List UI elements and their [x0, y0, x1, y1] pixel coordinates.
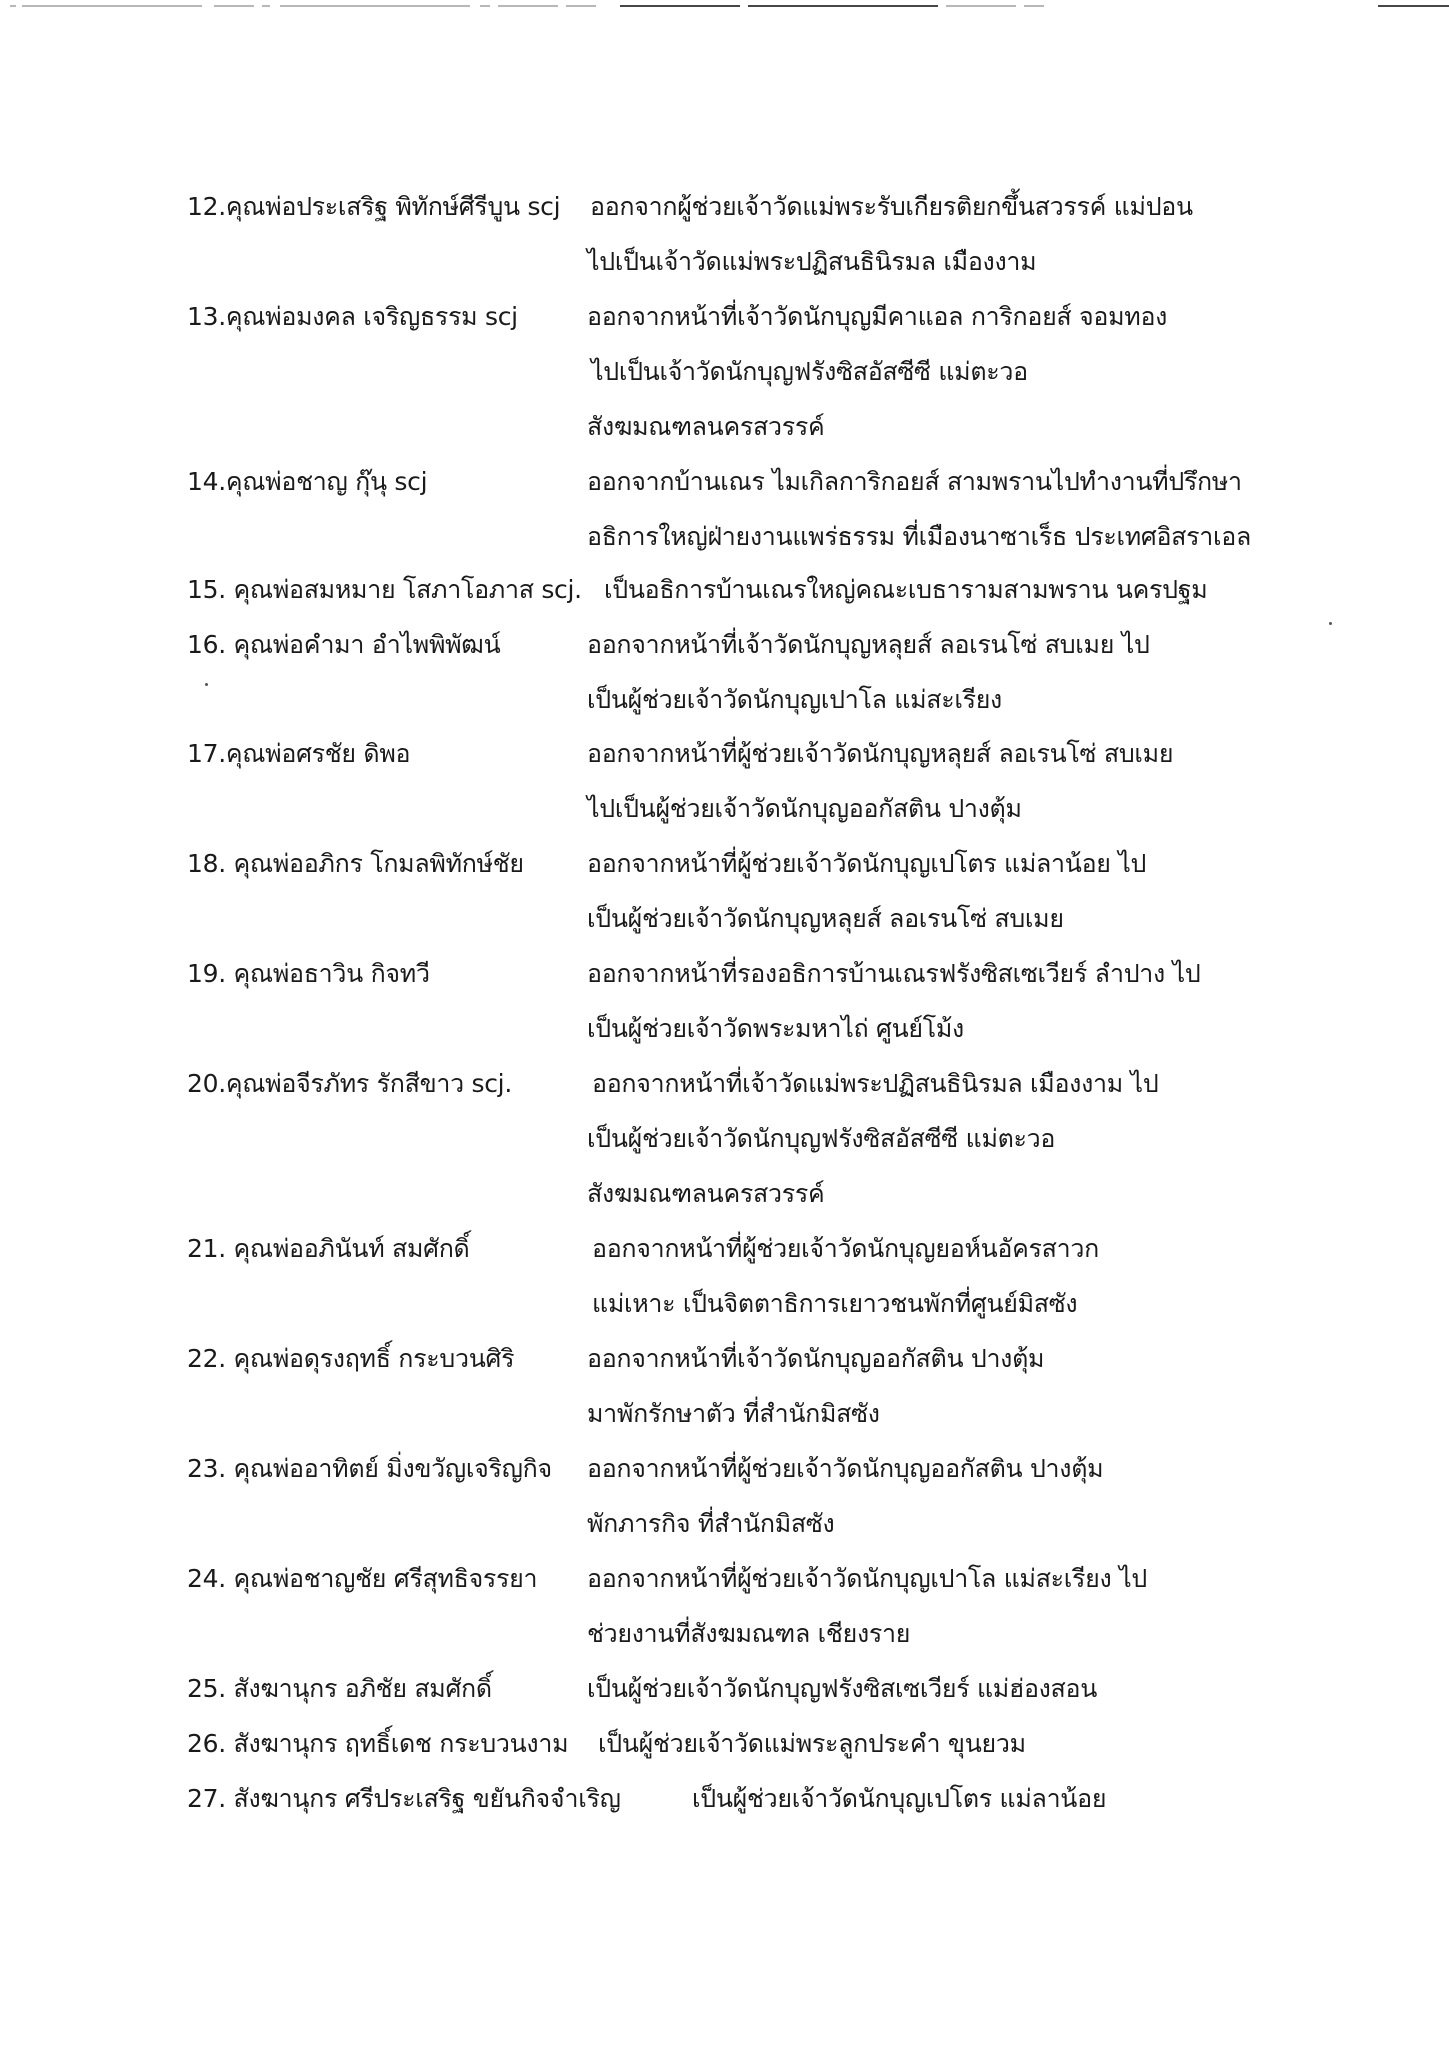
- entry-24-name: 24. คุณพ่อชาญชัย ศรีสุทธิจรรยา: [187, 1564, 538, 1593]
- entry-22-line-2: มาพักรักษาตัว ที่สำนักมิสซัง: [587, 1399, 880, 1428]
- entry-18-name: 18. คุณพ่ออภิกร โกมลพิทักษ์ชัย: [187, 849, 524, 878]
- entry-20-name: 20.คุณพ่อจีรภัทร รักสีขาว scj.: [187, 1069, 512, 1098]
- entry-27-name: 27. สังฆานุกร ศรีประเสริฐ ขยันกิจจำเริญ: [187, 1784, 621, 1813]
- entry-26-line-1: เป็นผู้ช่วยเจ้าวัดแม่พระลูกประคำ ขุนยวม: [598, 1729, 1026, 1758]
- entry-19-line-2: เป็นผู้ช่วยเจ้าวัดพระมหาไถ่ ศูนย์โม้ง: [587, 1014, 964, 1043]
- entry-22-name: 22. คุณพ่อดุรงฤทธิ์ กระบวนศิริ: [187, 1344, 515, 1373]
- entry-18-line-2: เป็นผู้ช่วยเจ้าวัดนักบุญหลุยส์ ลอเรนโซ่ สบเมย: [587, 904, 1064, 933]
- entry-20-line-1: ออกจากหน้าที่เจ้าวัดแม่พระปฏิสนธินิรมล เมืองงาม ไป: [592, 1069, 1159, 1098]
- entry-21-name: 21. คุณพ่ออภินันท์ สมศักดิ์: [187, 1234, 470, 1263]
- entry-18-line-1: ออกจากหน้าที่ผู้ช่วยเจ้าวัดนักบุญเปโตร แม่ลาน้อย ไป: [587, 849, 1147, 878]
- entry-15-line-1: เป็นอธิการบ้านเณรใหญ่คณะเบธารามสามพราน นครปฐม: [604, 575, 1208, 604]
- entry-15-name: 15. คุณพ่อสมหมาย โสภาโอภาส scj.: [187, 575, 582, 604]
- entry-25-name: 25. สังฆานุกร อภิชัย สมศักดิ์: [187, 1674, 492, 1703]
- entry-21-line-1: ออกจากหน้าที่ผู้ช่วยเจ้าวัดนักบุญยอห์นอัครสาวก: [592, 1234, 1099, 1263]
- entry-23-name: 23. คุณพ่ออาทิตย์ มิ่งขวัญเจริญกิจ: [187, 1454, 552, 1483]
- entry-25-line-1: เป็นผู้ช่วยเจ้าวัดนักบุญฟรังซิสเซเวียร์ แม่ฮ่องสอน: [587, 1674, 1098, 1703]
- entry-12-name: 12.คุณพ่อประเสริฐ พิทักษ์ศีรีบูน scj: [187, 192, 561, 221]
- entry-26-name: 26. สังฆานุกร ฤทธิ์เดช กระบวนงาม: [187, 1729, 569, 1758]
- scan-speck: [205, 683, 208, 686]
- entry-17-line-1: ออกจากหน้าที่ผู้ช่วยเจ้าวัดนักบุญหลุยส์ ลอเรนโซ่ สบเมย: [587, 739, 1174, 768]
- entry-19-name: 19. คุณพ่อธาวิน กิจทวี: [187, 959, 430, 988]
- entry-23-line-1: ออกจากหน้าที่ผู้ช่วยเจ้าวัดนักบุญออกัสติน ปางตุ้ม: [587, 1454, 1104, 1483]
- entry-23-line-2: พักภารกิจ ที่สำนักมิสซัง: [587, 1509, 835, 1538]
- entry-14-name: 14.คุณพ่อชาญ กุ๊นุ scj: [187, 467, 428, 496]
- entry-12-line-1: ออกจากผู้ช่วยเจ้าวัดแม่พระรับเกียรติยกขึ้นสวรรค์ แม่ปอน: [590, 192, 1193, 221]
- entry-16-line-2: เป็นผู้ช่วยเจ้าวัดนักบุญเปาโล แม่สะเรียง: [587, 685, 1002, 714]
- entry-17-name: 17.คุณพ่อศรชัย ดิพอ: [187, 739, 411, 768]
- entry-19-line-1: ออกจากหน้าที่รองอธิการบ้านเณรฟรังซิสเซเวียร์ ลำปาง ไป: [587, 959, 1201, 988]
- entry-24-line-2: ช่วยงานที่สังฆมณฑล เชียงราย: [587, 1619, 911, 1648]
- scan-speck: [1329, 622, 1332, 625]
- entry-27-line-1: เป็นผู้ช่วยเจ้าวัดนักบุญเปโตร แม่ลาน้อย: [692, 1784, 1107, 1813]
- entry-17-line-2: ไปเป็นผู้ช่วยเจ้าวัดนักบุญออกัสติน ปางตุ้ม: [587, 794, 1022, 823]
- entry-14-line-2: อธิการใหญ่ฝ่ายงานแพร่ธรรม ที่เมืองนาซาเร็ธ ประเทศอิสราเอล: [587, 522, 1251, 551]
- entry-21-line-2: แม่เหาะ เป็นจิตตาธิการเยาวชนพักที่ศูนย์มิสซัง: [592, 1289, 1078, 1318]
- entry-16-line-1: ออกจากหน้าที่เจ้าวัดนักบุญหลุยส์ ลอเรนโซ่ สบเมย ไป: [587, 630, 1150, 659]
- entry-13-line-1: ออกจากหน้าที่เจ้าวัดนักบุญมีคาแอล การิกอยส์ จอมทอง: [587, 302, 1168, 331]
- entry-22-line-1: ออกจากหน้าที่เจ้าวัดนักบุญออกัสติน ปางตุ้ม: [587, 1344, 1045, 1373]
- entry-13-line-3: สังฆมณฑลนครสวรรค์: [587, 412, 825, 441]
- entry-16-name: 16. คุณพ่อคำมา อำไพพิพัฒน์: [187, 630, 501, 659]
- entry-13-name: 13.คุณพ่อมงคล เจริญธรรม scj: [187, 302, 518, 331]
- entry-12-line-2: ไปเป็นเจ้าวัดแม่พระปฏิสนธินิรมล เมืองงาม: [587, 247, 1037, 276]
- entry-24-line-1: ออกจากหน้าที่ผู้ช่วยเจ้าวัดนักบุญเปาโล แม่สะเรียง ไป: [587, 1564, 1147, 1593]
- entry-13-line-2: ไปเป็นเจ้าวัดนักบุญฟรังซิสอัสซีซี แม่ตะวอ: [591, 357, 1028, 386]
- entry-20-line-3: สังฆมณฑลนครสวรรค์: [587, 1179, 825, 1208]
- entry-20-line-2: เป็นผู้ช่วยเจ้าวัดนักบุญฟรังซิสอัสซีซี แม่ตะวอ: [587, 1124, 1056, 1153]
- entry-14-line-1: ออกจากบ้านเณร ไมเกิลการิกอยส์ สามพรานไปทำงานที่ปรึกษา: [587, 467, 1242, 496]
